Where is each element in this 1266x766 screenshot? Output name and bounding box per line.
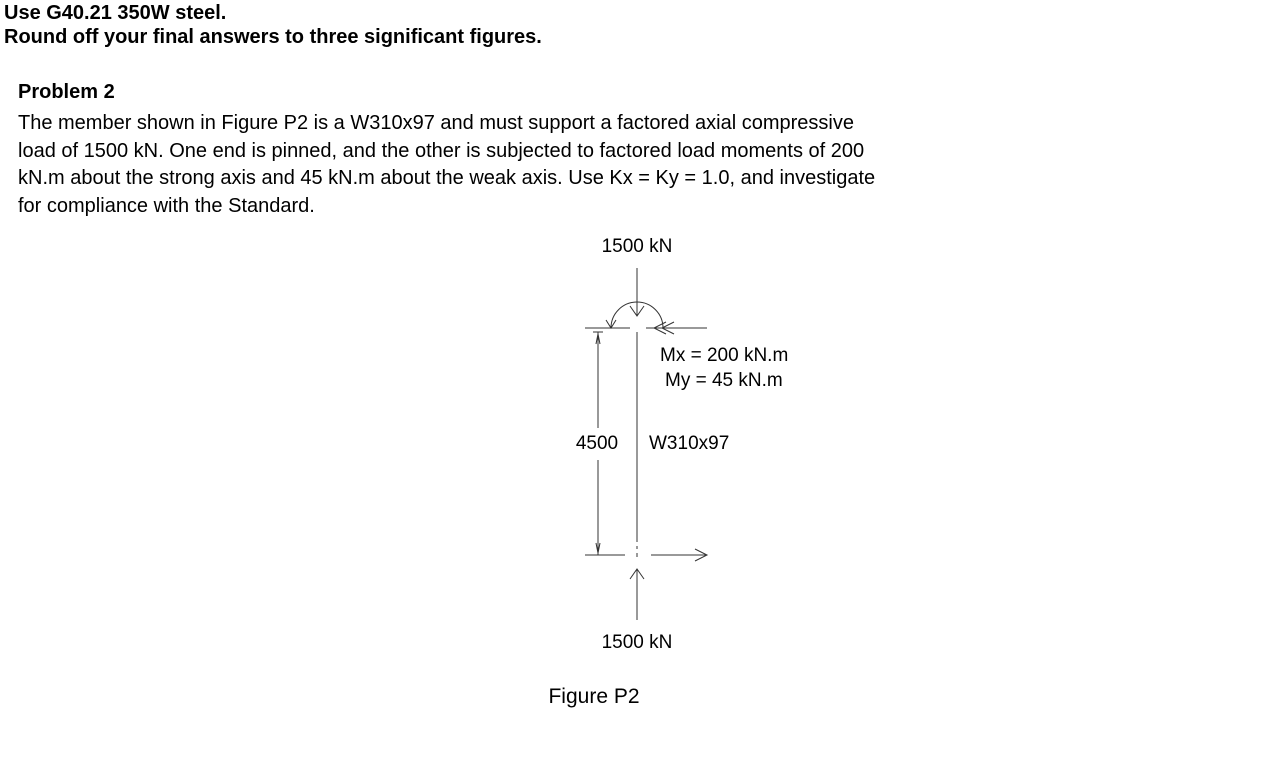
bottom-load-arrow [630, 569, 644, 620]
header-rounding-note: Round off your final answers to three significant figures. [4, 26, 542, 48]
problem-line-4: for compliance with the Standard. [18, 194, 315, 217]
bottom-moment-vector [651, 549, 707, 561]
problem-line-1: The member shown in Figure P2 is a W310x97 and must support a factored axial compressive [18, 112, 854, 134]
problem-line-2: load of 1500 kN. One end is pinned, and the other is subjected to factored load moments of 200 [18, 139, 865, 162]
top-moment-vector [585, 322, 707, 334]
figure-caption: Figure P2 [548, 685, 640, 708]
moment-y-label: My = 45 kN.m [665, 370, 783, 391]
end-moment-arc [606, 302, 663, 328]
bottom-load-label: 1500 kN [601, 632, 673, 653]
section-label: W310x97 [649, 433, 730, 454]
top-load-arrow [630, 268, 644, 316]
top-load-label: 1500 kN [601, 236, 673, 257]
header-steel-grade: Use G40.21 350W steel. [4, 2, 227, 24]
problem-title: Problem 2 [18, 81, 115, 103]
member-length-label: 4500 [575, 433, 619, 454]
moment-x-label: Mx = 200 kN.m [660, 345, 789, 366]
problem-line-3: kN.m about the strong axis and 45 kN.m about the weak axis. Use Kx = Ky = 1.0, and investigate [18, 167, 876, 190]
